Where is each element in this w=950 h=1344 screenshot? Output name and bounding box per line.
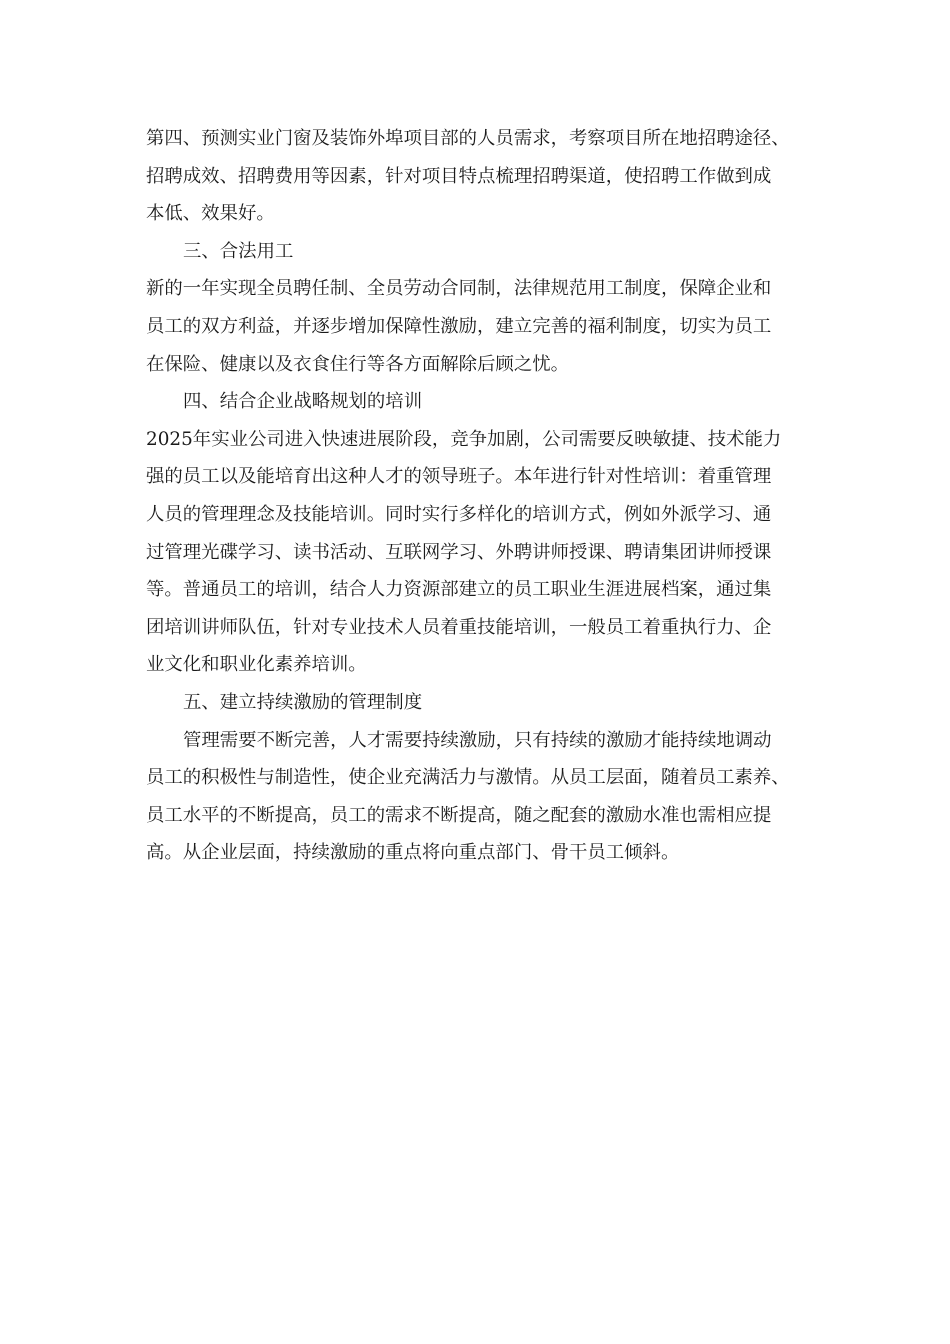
text-line: 2025年实业公司进入快速进展阶段，竞争加剧，公司需要反映敏捷、技术能力 [146,428,782,450]
text-line: 人员的管理理念及技能培训。同时实行多样化的培训方式，例如外派学习、通 [146,503,772,525]
text-line: 员工的积极性与制造性，使企业充满活力与激情。从员工层面，随着员工素养、 [146,767,790,789]
text-line: 员工水平的不断提高，员工的需求不断提高，随之配套的激励水准也需相应提 [146,804,772,826]
text-line: 团培训讲师队伍，针对专业技术人员着重技能培训，一般员工着重执行力、企 [146,616,772,638]
text-line: 第四、预测实业门窗及装饰外埠项目部的人员需求，考察项目所在地招聘途径、 [146,128,790,149]
text-line: 本低、效果好。 [146,203,275,225]
text-line: 新的一年实现全员聘任制、全员劳动合同制，法律规范用工制度，保障企业和 [146,278,772,300]
section-heading-continuous-incentive: 五、建立持续激励的管理制度 [183,691,423,713]
text-line: 在保险、健康以及衣食住行等各方面解除后顾之忧。 [146,353,569,375]
text-line: 业文化和职业化素养培训。 [146,654,367,676]
section-heading-legal-employment: 三、合法用工 [183,240,294,262]
paragraph-legal-employment [146,270,810,383]
text-line: 管理需要不断完善，人才需要持续激励，只有持续的激励才能持续地调动 [183,729,772,751]
paragraph-continuous-incentive [146,722,810,872]
text-line: 高。从企业层面，持续激励的重点将向重点部门、骨干员工倾斜。 [146,842,680,864]
text-line: 强的员工以及能培育出这种人才的领导班子。本年进行针对性培训：着重管理 [146,466,772,488]
paragraph-recruitment-fourth [146,120,810,233]
text-line: 员工的双方利益，并逐步增加保障性激励，建立完善的福利制度，切实为员工 [146,315,772,337]
section-heading-strategic-training: 四、结合企业战略规划的培训 [183,391,423,413]
text-line: 招聘成效、招聘费用等因素，针对项目特点梳理招聘渠道，使招聘工作做到成 [146,165,772,187]
text-line: 等。普通员工的培训，结合人力资源部建立的员工职业生涯进展档案，通过集 [146,579,772,601]
paragraph-strategic-training [146,421,810,684]
document-body [146,120,810,872]
text-line: 过管理光碟学习、读书活动、互联网学习、外聘讲师授课、聘请集团讲师授课 [146,541,772,563]
